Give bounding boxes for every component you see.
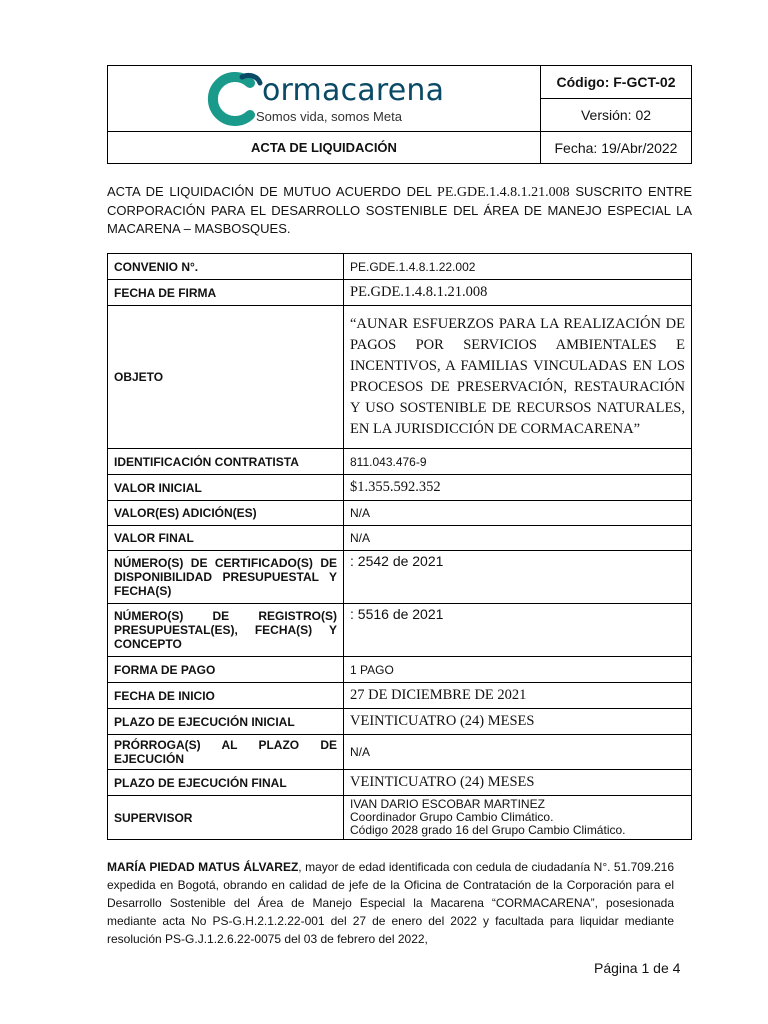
document-title: ACTA DE LIQUIDACIÓN <box>108 132 541 163</box>
row-value: 27 DE DICIEMBRE DE 2021 <box>344 683 692 709</box>
table-row <box>108 735 692 770</box>
row-value: VEINTICUATRO (24) MESES <box>344 770 692 796</box>
table-row <box>108 526 692 551</box>
row-value: 811.043.476-9 <box>344 449 692 475</box>
contract-details-table <box>107 253 692 840</box>
table-row <box>108 254 692 280</box>
logo-tagline: Somos vida, somos Meta <box>256 109 402 124</box>
document-code: Código: F-GCT-02 <box>541 66 691 99</box>
row-label: CONVENIO N°. <box>108 254 344 280</box>
cormacarena-logo <box>206 71 446 127</box>
table-row <box>108 475 692 501</box>
row-label: PRÓRROGA(S) AL PLAZO DE EJECUCIÓN <box>108 735 344 770</box>
row-label: NÚMERO(S) DE REGISTRO(S) PRESUPUESTAL(ES), FECHA(S) Y CONCEPTO <box>108 604 344 657</box>
row-label: FORMA DE PAGO <box>108 657 344 683</box>
table-row <box>108 306 692 449</box>
intro-text-2: SUSCRITO ENTRE CORPORACIÓN PARA EL DESARROLLO SOSTENIBLE DEL ÁREA DE MANEJO ESPECIAL LA MACARENA – MASBOSQUES. <box>107 184 693 236</box>
row-value <box>344 796 692 840</box>
table-row <box>108 501 692 526</box>
intro-paragraph <box>107 183 692 238</box>
table-row <box>108 604 692 657</box>
row-value: 1 PAGO <box>344 657 692 683</box>
row-value: PE.GDE.1.4.8.1.21.008 <box>344 280 692 306</box>
row-value: N/A <box>344 526 692 551</box>
page-number: Página 1 de 4 <box>594 960 681 976</box>
row-label: FECHA DE INICIO <box>108 683 344 709</box>
table-row <box>108 796 692 840</box>
row-value: : 2542 de 2021 <box>344 551 692 604</box>
table-row <box>108 551 692 604</box>
table-row <box>108 770 692 796</box>
table-row <box>108 683 692 709</box>
row-value: “AUNAR ESFUERZOS PARA LA REALIZACIÓN DE PAGOS POR SERVICIOS AMBIENTALES E INCENTIVOS, A FAMILIAS VINCULADAS EN LOS PROCESOS DE PRESERVACIÓN, RESTAURACIÓN Y USO SOSTENIBLE DE RECURSOS NATURALES, EN LA JURISDICCIÓN DE CORMACARENA” <box>344 306 692 449</box>
intro-text-1: ACTA DE LIQUIDACIÓN DE MUTUO ACUERDO DEL <box>107 184 438 199</box>
row-label: SUPERVISOR <box>108 796 344 840</box>
row-label: PLAZO DE EJECUCIÓN FINAL <box>108 770 344 796</box>
row-label: IDENTIFICACIÓN CONTRATISTA <box>108 449 344 475</box>
table-row <box>108 280 692 306</box>
row-label: FECHA DE FIRMA <box>108 280 344 306</box>
row-label: NÚMERO(S) DE CERTIFICADO(S) DE DISPONIBILIDAD PRESUPUESTAL Y FECHA(S) <box>108 551 344 604</box>
intro-code: PE.GDE.1.4.8.1.21.008 <box>437 185 570 200</box>
row-value: : 5516 de 2021 <box>344 604 692 657</box>
document-header <box>107 65 692 164</box>
supervisor-role: Coordinador Grupo Cambio Climático. <box>350 810 554 824</box>
logo-cell <box>108 66 541 132</box>
row-label: OBJETO <box>108 306 344 449</box>
document-date: Fecha: 19/Abr/2022 <box>554 139 678 156</box>
supervisor-code: Código 2028 grado 16 del Grupo Cambio Climático. <box>350 823 626 837</box>
closing-text: , mayor de edad identificada con cedula de ciudadanía N°. 51.709.216 expedida en Bogotá, obrando en calidad de jefe de la Oficina de Contratación de la Corporación para el Desarrollo Sostenible del Área de Manejo Especial la Macarena “CORMACARENA”, posesionada mediante acta No PS-G.H.2.1.2.22-001 del 27 de enero del 2022 y facultada para liquidar mediante resolución PS-G.J.1.2.6.22-0075 del 03 de febrero del 2022, <box>107 860 674 946</box>
row-label: PLAZO DE EJECUCIÓN INICIAL <box>108 709 344 735</box>
row-value: N/A <box>344 735 692 770</box>
row-label: VALOR(ES) ADICIÓN(ES) <box>108 501 344 526</box>
table-row <box>108 657 692 683</box>
table-row <box>108 709 692 735</box>
row-label: VALOR INICIAL <box>108 475 344 501</box>
supervisor-name: IVAN DARIO ESCOBAR MARTINEZ <box>350 797 545 811</box>
row-value: VEINTICUATRO (24) MESES <box>344 709 692 735</box>
row-value: N/A <box>344 501 692 526</box>
signatory-name: MARÍA PIEDAD MATUS ÁLVAREZ <box>107 860 299 874</box>
document-version: Versión: 02 <box>541 99 691 132</box>
row-label: VALOR FINAL <box>108 526 344 551</box>
row-value: PE.GDE.1.4.8.1.22.002 <box>344 254 692 280</box>
table-row <box>108 449 692 475</box>
logo-wordmark: ormacarena <box>262 73 445 108</box>
row-value: $1.355.592.352 <box>344 475 692 501</box>
closing-paragraph <box>107 858 674 948</box>
